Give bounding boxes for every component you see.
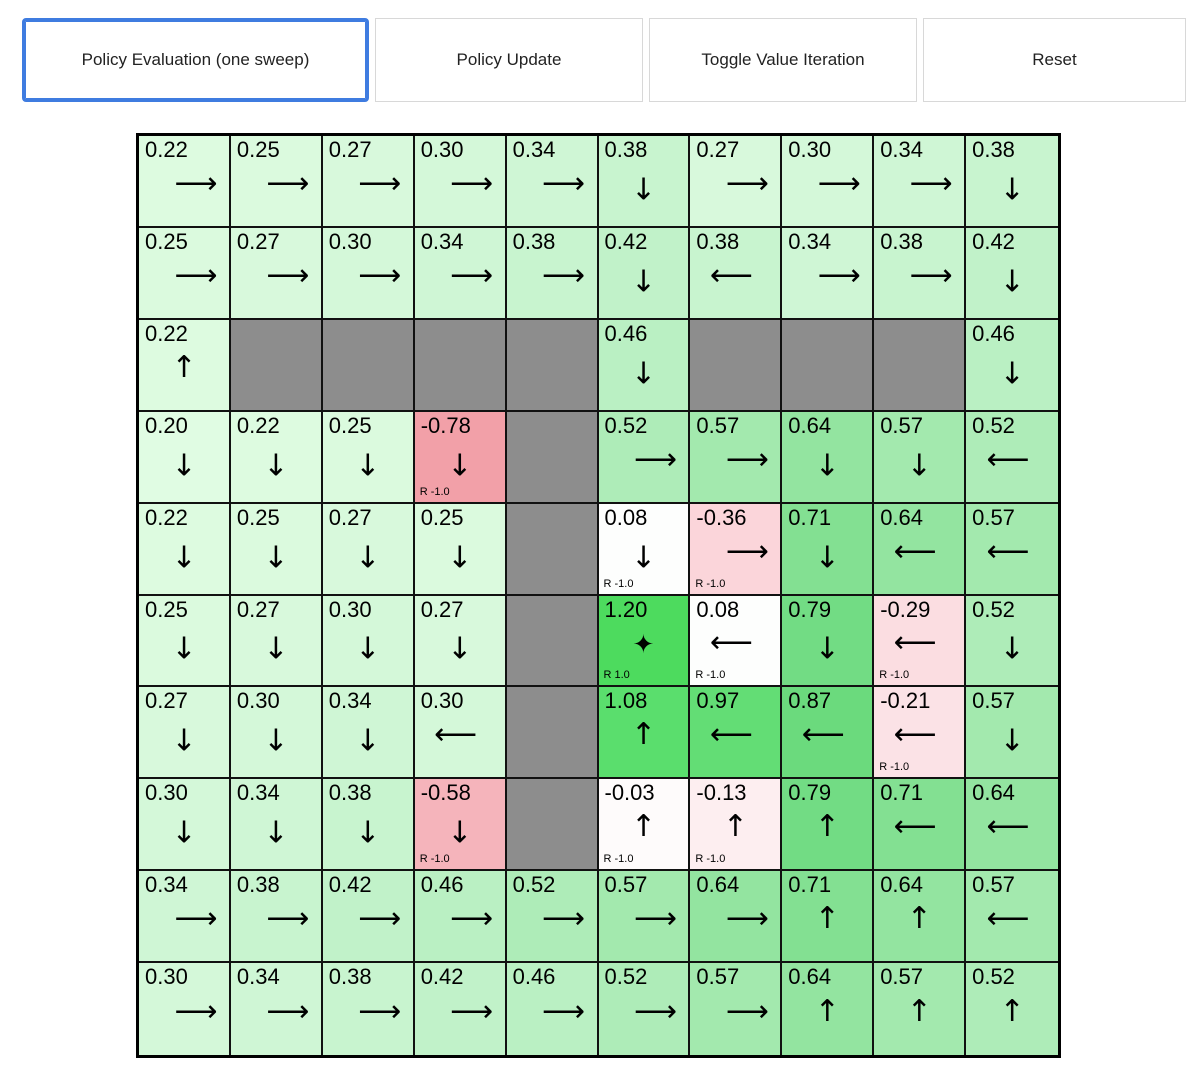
grid-cell[interactable] [323, 687, 415, 779]
cell-value: 0.27 [420, 596, 464, 622]
policy-arrow-down-icon: ↓ [263, 632, 289, 668]
cell-value: 0.34 [788, 228, 832, 254]
grid-cell[interactable] [139, 871, 231, 963]
policy-update-button[interactable] [375, 18, 643, 102]
cell-value: 1.20 [604, 596, 648, 622]
grid-cell[interactable] [782, 412, 874, 504]
policy-arrow-right-icon: ⟶ [450, 165, 494, 201]
policy-arrow-right-icon: ⟶ [358, 901, 402, 937]
policy-arrow-down-icon: ↓ [171, 448, 197, 484]
toolbar [22, 18, 1186, 102]
grid-cell[interactable] [599, 412, 691, 504]
policy-arrow-down-icon: ↓ [999, 172, 1025, 208]
cell-value: 0.46 [972, 320, 1015, 346]
policy-arrow-down-icon: ↓ [355, 815, 381, 851]
policy-arrow-left-icon: ⟵ [986, 901, 1030, 937]
cell-value: 0.52 [604, 964, 648, 990]
cell-value: 0.97 [696, 688, 740, 714]
policy-arrow-up-icon: ↑ [906, 901, 932, 937]
policy-arrow-right-icon: ⟶ [542, 994, 586, 1030]
grid-cell[interactable] [231, 871, 323, 963]
grid-cell[interactable] [415, 228, 507, 320]
policy-arrow-down-icon: ↓ [447, 448, 473, 484]
grid-cell-wall[interactable] [507, 687, 599, 779]
cell-value: 0.22 [145, 504, 188, 530]
cell-value: 0.64 [880, 872, 924, 898]
cell-reward: R -1.0 [419, 485, 450, 498]
cell-value: 0.30 [420, 137, 464, 162]
policy-arrow-right-icon: ⟶ [817, 165, 861, 201]
cell-value: 0.27 [696, 137, 740, 162]
grid-cell[interactable] [323, 412, 415, 504]
cell-value: -0.36 [696, 504, 747, 530]
cell-value: 0.34 [328, 688, 372, 714]
policy-arrow-down-icon: ↓ [263, 448, 289, 484]
policy-arrow-up-icon: ↑ [171, 349, 197, 385]
grid-cell[interactable] [690, 687, 782, 779]
cell-value: 0.30 [328, 596, 372, 622]
grid-cell[interactable] [139, 228, 231, 320]
policy-arrow-left-icon: ⟵ [893, 625, 937, 661]
cell-value: 0.42 [328, 872, 372, 898]
cell-value: 0.34 [236, 964, 280, 990]
grid-cell[interactable] [874, 136, 966, 228]
reset-label: Reset [1032, 50, 1077, 69]
cell-value: 0.34 [512, 137, 556, 162]
grid-cell[interactable] [782, 871, 874, 963]
grid-cell[interactable] [874, 779, 966, 871]
grid-cell-wall[interactable] [415, 320, 507, 412]
grid-cell[interactable] [139, 687, 231, 779]
policy-arrow-right-icon: ⟶ [542, 165, 586, 201]
grid-cell[interactable] [782, 687, 874, 779]
grid-cell-wall[interactable] [507, 779, 599, 871]
cell-value: 0.38 [328, 964, 372, 990]
grid-cell[interactable] [966, 687, 1058, 779]
grid-cell[interactable] [966, 412, 1058, 504]
policy-arrow-down-icon: ↓ [171, 723, 197, 759]
cell-value: -0.29 [880, 596, 931, 622]
cell-value: 0.22 [236, 412, 280, 438]
policy-arrow-down-icon: ↓ [355, 540, 381, 576]
cell-value: -0.03 [604, 780, 655, 806]
grid-cell[interactable] [782, 596, 874, 688]
cell-value: 0.64 [972, 780, 1015, 806]
cell-value: 0.34 [236, 780, 280, 806]
grid-cell[interactable] [782, 228, 874, 320]
gridworld-grid [139, 136, 1058, 1055]
policy-arrow-down-icon: ↓ [171, 540, 197, 576]
grid-cell[interactable] [782, 136, 874, 228]
grid-cell[interactable] [139, 779, 231, 871]
policy-arrow-up-icon: ↑ [814, 809, 840, 845]
grid-cell[interactable] [599, 136, 691, 228]
policy-arrow-left-icon: ⟵ [986, 533, 1030, 569]
cell-value: -0.21 [880, 688, 931, 714]
policy-arrow-right-icon: ⟶ [633, 994, 677, 1030]
grid-cell[interactable] [782, 504, 874, 596]
cell-value: 0.57 [880, 964, 924, 990]
policy-arrow-right-icon: ⟶ [174, 994, 218, 1030]
grid-cell[interactable] [966, 871, 1058, 963]
grid-cell[interactable] [231, 228, 323, 320]
cell-value: 0.38 [512, 228, 556, 254]
cell-value: -0.58 [420, 780, 471, 806]
policy-arrow-right-icon: ⟶ [450, 994, 494, 1030]
grid-cell[interactable] [323, 779, 415, 871]
grid-cell[interactable] [599, 228, 691, 320]
cell-value: 0.87 [788, 688, 832, 714]
policy-arrow-right-icon: ⟶ [542, 257, 586, 293]
grid-cell[interactable] [690, 963, 782, 1055]
cell-reward: R -1.0 [695, 669, 726, 682]
policy-arrow-down-icon: ↓ [447, 815, 473, 851]
policy-arrow-left-icon: ⟵ [709, 257, 753, 293]
policy-arrow-up-icon: ↑ [630, 717, 657, 753]
grid-cell[interactable] [415, 687, 507, 779]
grid-cell[interactable] [507, 963, 599, 1055]
grid-cell[interactable] [599, 687, 691, 779]
policy-arrow-right-icon: ⟶ [358, 257, 402, 293]
policy-evaluation-button[interactable] [22, 18, 369, 102]
cell-value: 0.52 [972, 412, 1015, 438]
policy-arrow-right-icon: ⟶ [633, 901, 677, 937]
grid-cell-wall[interactable] [782, 320, 874, 412]
grid-cell[interactable] [782, 779, 874, 871]
policy-arrow-down-icon: ↓ [906, 448, 932, 484]
cell-value: 0.25 [420, 504, 464, 530]
grid-cell[interactable] [323, 228, 415, 320]
policy-arrow-down-icon: ↓ [447, 540, 473, 576]
cell-value: 0.27 [236, 596, 280, 622]
cell-reward: R -1.0 [603, 853, 634, 866]
policy-arrow-right-icon: ⟶ [817, 257, 861, 293]
grid-cell[interactable] [966, 228, 1058, 320]
policy-arrow-right-icon: ⟶ [266, 901, 310, 937]
cell-value: 0.46 [512, 964, 556, 990]
cell-reward: R -1.0 [879, 761, 910, 774]
grid-cell[interactable] [966, 504, 1058, 596]
cell-value: 0.42 [972, 228, 1015, 254]
cell-value: 0.08 [696, 596, 740, 622]
cell-value: -0.78 [420, 412, 471, 438]
grid-cell[interactable] [139, 504, 231, 596]
grid-cell-wall[interactable] [690, 320, 782, 412]
policy-arrow-right-icon: ⟶ [725, 441, 769, 477]
policy-arrow-right-icon: ⟶ [266, 257, 310, 293]
cell-value: 0.46 [604, 320, 648, 346]
cell-value: 0.79 [788, 780, 832, 806]
policy-arrow-left-icon: ⟵ [986, 441, 1030, 477]
grid-cell-wall[interactable] [507, 320, 599, 412]
cell-value: 0.38 [972, 137, 1015, 162]
toggle-value-iteration-label: Toggle Value Iteration [701, 50, 865, 69]
cell-value: 0.30 [328, 228, 372, 254]
cell-value: 0.20 [145, 412, 188, 438]
policy-arrow-right-icon: ⟶ [633, 441, 677, 477]
policy-arrow-right-icon: ⟶ [542, 901, 586, 937]
cell-value: 0.57 [972, 504, 1015, 530]
cell-value: 0.52 [972, 596, 1015, 622]
goal-marker-icon: ✦ [632, 630, 655, 661]
cell-value: 0.30 [420, 688, 464, 714]
cell-value: 0.27 [145, 688, 188, 714]
cell-value: 1.08 [604, 688, 648, 714]
grid-cell[interactable] [690, 228, 782, 320]
grid-cell[interactable] [507, 871, 599, 963]
cell-reward: R -1.0 [879, 669, 910, 682]
cell-value: 0.34 [880, 137, 924, 162]
policy-arrow-down-icon: ↓ [999, 356, 1025, 392]
grid-cell[interactable] [231, 596, 323, 688]
cell-value: -0.13 [696, 780, 747, 806]
cell-value: 0.34 [145, 872, 188, 898]
grid-cell[interactable] [231, 412, 323, 504]
cell-value: 0.71 [880, 780, 924, 806]
policy-arrow-left-icon: ⟵ [801, 717, 845, 753]
cell-value: 0.25 [236, 137, 280, 162]
cell-value: 0.27 [328, 504, 372, 530]
grid-cell[interactable] [874, 687, 966, 779]
cell-value: 0.22 [145, 137, 188, 162]
cell-value: 0.30 [145, 780, 188, 806]
grid-cell-wall[interactable] [507, 596, 599, 688]
cell-value: 0.42 [604, 228, 648, 254]
cell-reward: R -1.0 [419, 853, 450, 866]
policy-arrow-down-icon: ↓ [263, 540, 289, 576]
grid-cell[interactable] [507, 228, 599, 320]
policy-arrow-down-icon: ↓ [630, 356, 657, 392]
cell-value: 0.46 [420, 872, 464, 898]
policy-arrow-left-icon: ⟵ [709, 625, 753, 661]
grid-cell[interactable] [231, 136, 323, 228]
reset-button[interactable] [923, 18, 1186, 102]
cell-value: 0.57 [696, 964, 740, 990]
policy-arrow-up-icon: ↑ [906, 994, 932, 1030]
policy-arrow-down-icon: ↓ [171, 815, 197, 851]
cell-value: 0.27 [236, 228, 280, 254]
cell-value: 0.30 [145, 964, 188, 990]
grid-cell[interactable] [415, 963, 507, 1055]
policy-arrow-down-icon: ↓ [814, 632, 840, 668]
policy-arrow-right-icon: ⟶ [909, 257, 953, 293]
policy-update-label: Policy Update [456, 50, 562, 69]
policy-arrow-down-icon: ↓ [814, 540, 840, 576]
cell-value: 0.34 [420, 228, 464, 254]
cell-value: 0.79 [788, 596, 832, 622]
cell-reward: R 1.0 [603, 669, 630, 682]
cell-value: 0.25 [236, 504, 280, 530]
grid-cell[interactable] [323, 504, 415, 596]
cell-value: 0.30 [236, 688, 280, 714]
grid-cell[interactable] [139, 412, 231, 504]
policy-arrow-right-icon: ⟶ [266, 994, 310, 1030]
policy-arrow-up-icon: ↑ [999, 994, 1025, 1030]
cell-value: 0.52 [604, 412, 648, 438]
grid-cell[interactable] [966, 320, 1058, 412]
grid-cell[interactable] [874, 412, 966, 504]
grid-cell[interactable] [874, 871, 966, 963]
policy-arrow-right-icon: ⟶ [450, 257, 494, 293]
toggle-value-iteration-button[interactable] [649, 18, 917, 102]
cell-value: 0.38 [236, 872, 280, 898]
cell-value: 0.52 [512, 872, 556, 898]
grid-cell[interactable] [782, 963, 874, 1055]
cell-value: 0.57 [972, 688, 1015, 714]
grid-cell[interactable] [139, 136, 231, 228]
policy-arrow-left-icon: ⟵ [893, 717, 937, 753]
policy-arrow-down-icon: ↓ [999, 723, 1025, 759]
cell-value: 0.64 [696, 872, 740, 898]
grid-cell[interactable] [874, 963, 966, 1055]
cell-value: 0.57 [696, 412, 740, 438]
cell-value: 0.38 [696, 228, 740, 254]
policy-arrow-right-icon: ⟶ [725, 994, 769, 1030]
policy-arrow-down-icon: ↓ [355, 448, 381, 484]
cell-value: 0.71 [788, 504, 832, 530]
grid-cell[interactable] [599, 320, 691, 412]
grid-cell[interactable] [599, 871, 691, 963]
grid-cell[interactable] [415, 779, 507, 871]
grid-cell[interactable] [599, 963, 691, 1055]
cell-value: 0.25 [328, 412, 372, 438]
cell-value: 0.64 [788, 964, 832, 990]
cell-value: 0.38 [880, 228, 924, 254]
grid-cell[interactable] [323, 963, 415, 1055]
policy-arrow-right-icon: ⟶ [358, 165, 402, 201]
policy-arrow-down-icon: ↓ [630, 264, 657, 300]
policy-arrow-down-icon: ↓ [999, 632, 1025, 668]
cell-value: 0.38 [604, 137, 648, 162]
grid-cell-wall[interactable] [507, 412, 599, 504]
cell-value: 0.64 [880, 504, 924, 530]
cell-reward: R -1.0 [603, 577, 634, 590]
grid-cell[interactable] [415, 871, 507, 963]
policy-arrow-right-icon: ⟶ [909, 165, 953, 201]
policy-arrow-down-icon: ↓ [447, 632, 473, 668]
policy-arrow-right-icon: ⟶ [450, 901, 494, 937]
cell-value: 0.25 [145, 596, 188, 622]
cell-value: 0.22 [145, 320, 188, 346]
policy-arrow-right-icon: ⟶ [266, 165, 310, 201]
grid-cell[interactable] [507, 136, 599, 228]
grid-cell[interactable] [599, 596, 691, 688]
grid-cell[interactable] [415, 596, 507, 688]
policy-arrow-left-icon: ⟵ [986, 809, 1030, 845]
cell-value: 0.25 [145, 228, 188, 254]
policy-arrow-down-icon: ↓ [355, 723, 381, 759]
policy-arrow-right-icon: ⟶ [725, 165, 769, 201]
gridworld-board [136, 133, 1061, 1058]
policy-arrow-right-icon: ⟶ [358, 994, 402, 1030]
grid-cell[interactable] [690, 779, 782, 871]
policy-arrow-left-icon: ⟵ [434, 717, 478, 753]
policy-arrow-down-icon: ↓ [630, 540, 657, 576]
grid-cell[interactable] [231, 963, 323, 1055]
grid-cell[interactable] [323, 596, 415, 688]
grid-cell[interactable] [599, 504, 691, 596]
policy-evaluation-label: Policy Evaluation (one sweep) [81, 50, 310, 69]
grid-cell[interactable] [874, 228, 966, 320]
cell-value: 0.57 [972, 872, 1015, 898]
cell-value: 0.30 [788, 137, 832, 162]
policy-arrow-right-icon: ⟶ [174, 257, 218, 293]
grid-cell[interactable] [966, 136, 1058, 228]
cell-value: 0.52 [972, 964, 1015, 990]
grid-cell-wall[interactable] [507, 504, 599, 596]
grid-cell-wall[interactable] [874, 320, 966, 412]
policy-arrow-right-icon: ⟶ [725, 533, 769, 569]
policy-arrow-up-icon: ↑ [630, 809, 657, 845]
cell-value: 0.08 [604, 504, 648, 530]
policy-arrow-left-icon: ⟵ [893, 533, 937, 569]
grid-cell[interactable] [874, 504, 966, 596]
grid-cell[interactable] [690, 412, 782, 504]
policy-arrow-down-icon: ↓ [263, 723, 289, 759]
policy-arrow-up-icon: ↑ [722, 809, 748, 845]
grid-cell[interactable] [690, 596, 782, 688]
policy-arrow-down-icon: ↓ [814, 448, 840, 484]
cell-value: 0.57 [604, 872, 648, 898]
cell-value: 0.38 [328, 780, 372, 806]
policy-arrow-down-icon: ↓ [171, 632, 197, 668]
policy-arrow-right-icon: ⟶ [725, 901, 769, 937]
grid-cell[interactable] [690, 871, 782, 963]
grid-cell[interactable] [139, 596, 231, 688]
grid-cell-wall[interactable] [323, 320, 415, 412]
grid-cell[interactable] [690, 136, 782, 228]
cell-reward: R -1.0 [695, 853, 726, 866]
policy-arrow-down-icon: ↓ [355, 632, 381, 668]
policy-arrow-down-icon: ↓ [630, 172, 657, 208]
policy-arrow-up-icon: ↑ [814, 994, 840, 1030]
grid-cell[interactable] [139, 320, 231, 412]
grid-cell[interactable] [139, 963, 231, 1055]
grid-cell[interactable] [966, 963, 1058, 1055]
grid-cell[interactable] [231, 779, 323, 871]
policy-arrow-right-icon: ⟶ [174, 901, 218, 937]
policy-arrow-down-icon: ↓ [999, 264, 1025, 300]
grid-cell[interactable] [323, 136, 415, 228]
grid-cell[interactable] [415, 136, 507, 228]
grid-cell-wall[interactable] [231, 320, 323, 412]
grid-cell[interactable] [415, 504, 507, 596]
cell-value: 0.57 [880, 412, 924, 438]
grid-cell[interactable] [231, 504, 323, 596]
grid-cell[interactable] [874, 596, 966, 688]
policy-arrow-left-icon: ⟵ [709, 717, 753, 753]
cell-value: 0.27 [328, 137, 372, 162]
cell-value: 0.71 [788, 872, 832, 898]
cell-reward: R -1.0 [695, 577, 726, 590]
grid-cell[interactable] [966, 779, 1058, 871]
policy-arrow-up-icon: ↑ [814, 901, 840, 937]
cell-value: 0.42 [420, 964, 464, 990]
policy-arrow-right-icon: ⟶ [174, 165, 218, 201]
cell-value: 0.64 [788, 412, 832, 438]
grid-cell[interactable] [599, 779, 691, 871]
policy-arrow-down-icon: ↓ [263, 815, 289, 851]
policy-arrow-left-icon: ⟵ [893, 809, 937, 845]
grid-cell[interactable] [415, 412, 507, 504]
grid-cell[interactable] [231, 687, 323, 779]
grid-cell[interactable] [966, 596, 1058, 688]
grid-cell[interactable] [690, 504, 782, 596]
grid-cell[interactable] [323, 871, 415, 963]
